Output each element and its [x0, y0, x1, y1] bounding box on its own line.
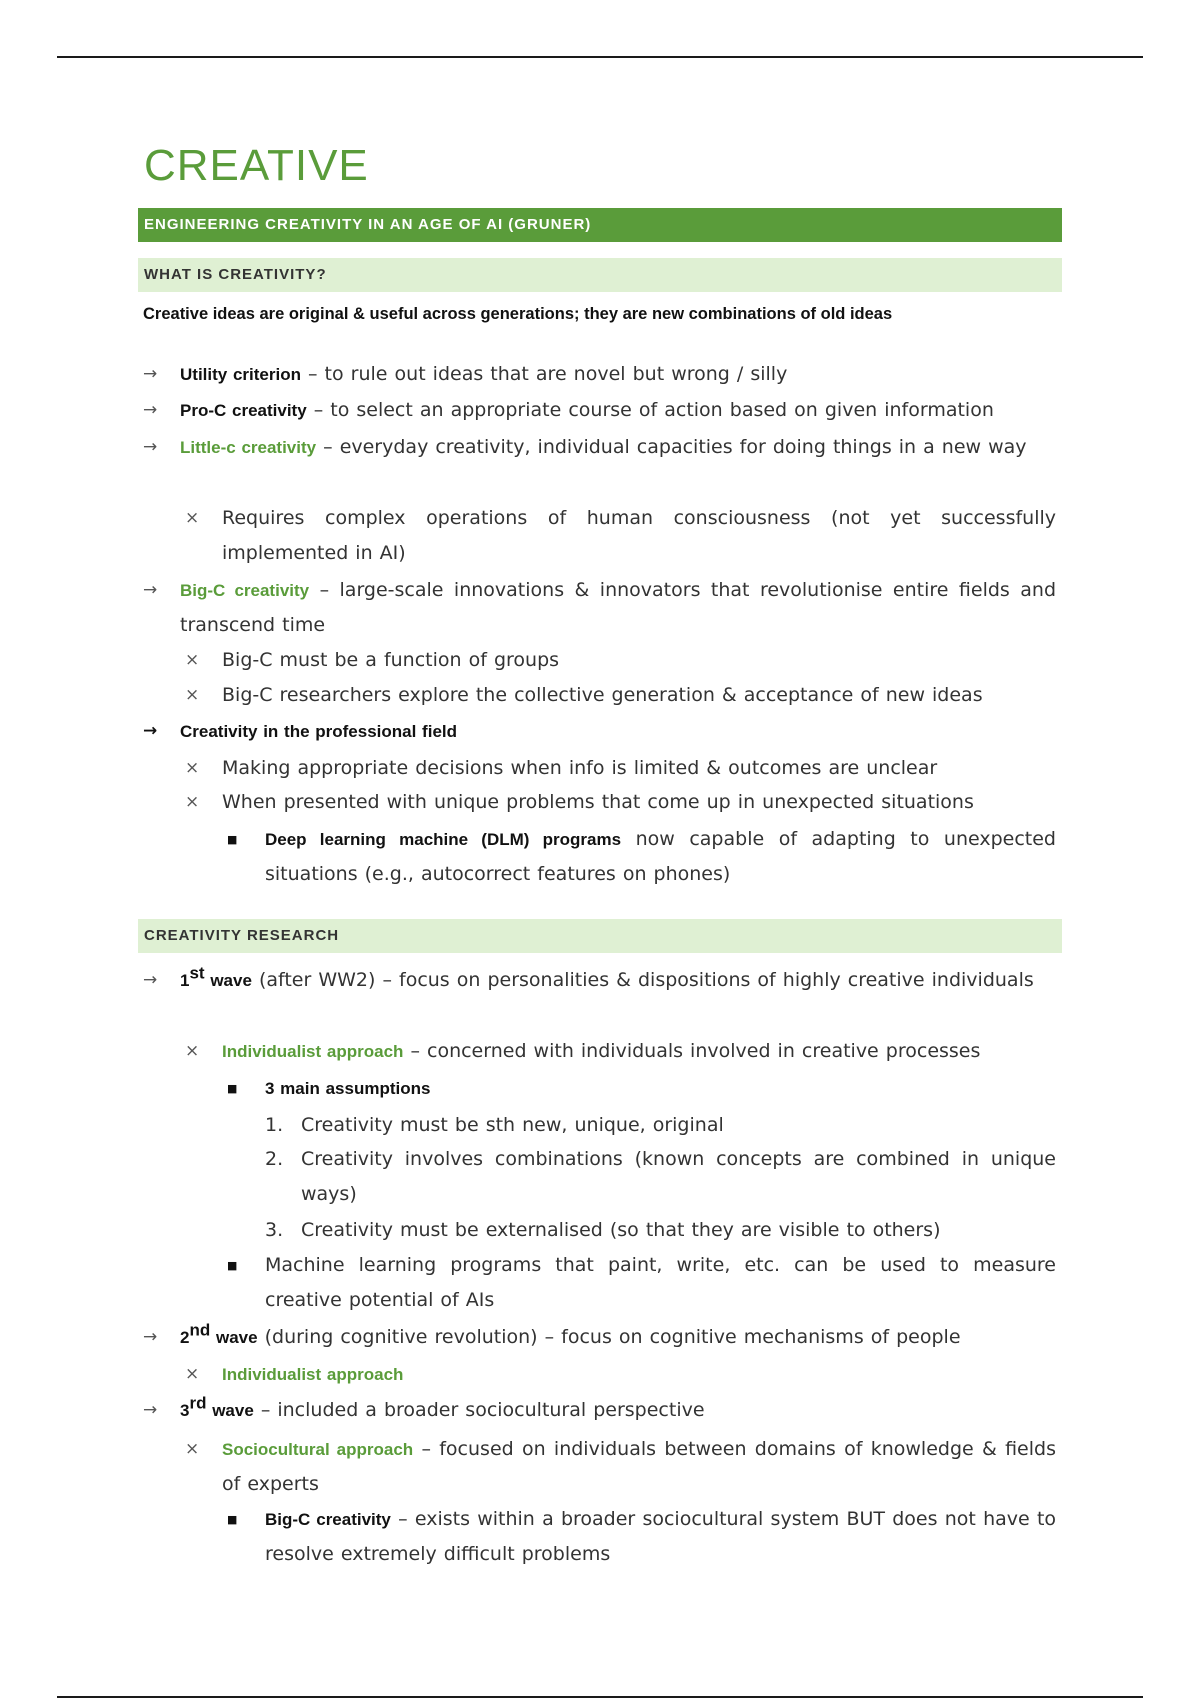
square-bullet-icon: ■	[227, 1513, 238, 1526]
list-item: → 2nd wave (during cognitive revolution) – focus on cognitive mechanisms of people	[180, 1320, 1056, 1355]
list-item: × Big-C researchers explore the collective generation & acceptance of new ideas	[222, 678, 1056, 713]
list-item: ■ Machine learning programs that paint, write, etc. can be used to measure creative potential of AIs	[265, 1248, 1056, 1318]
top-rule	[57, 56, 1143, 58]
number-marker: 1.	[265, 1114, 284, 1136]
cross-icon: ×	[185, 685, 200, 705]
arrow-icon: →	[143, 364, 158, 384]
list-item: 3. Creativity must be externalised (so that they are visible to others)	[301, 1213, 1056, 1248]
list-item: → Creativity in the professional field	[180, 714, 1056, 749]
arrow-icon: →	[143, 1327, 158, 1347]
list-item: × Making appropriate decisions when info is limited & outcomes are unclear	[222, 751, 1056, 786]
cross-icon: ×	[185, 758, 200, 778]
cross-icon: ×	[185, 792, 200, 812]
list-item: ■ Big-C creativity – exists within a broader sociocultural system BUT does not have to resolve extremely difficult problems	[265, 1502, 1056, 1572]
arrow-icon: →	[143, 580, 158, 600]
number-marker: 3.	[265, 1219, 284, 1241]
arrow-icon: →	[143, 721, 158, 741]
list-item: × Individualist approach – concerned with individuals involved in creative processes	[222, 1034, 1056, 1069]
list-item: → Little-c creativity – everyday creativity, individual capacities for doing things in a new way	[180, 430, 1056, 465]
list-item: → 3rd wave – included a broader sociocultural perspective	[180, 1393, 1056, 1428]
list-item: → 1st wave (after WW2) – focus on personalities & dispositions of highly creative individuals	[180, 963, 1056, 998]
subsection-heading-what-is-creativity: WHAT IS CREATIVITY?	[138, 258, 1062, 292]
list-item: × When presented with unique problems that come up in unexpected situations	[222, 785, 1056, 820]
cross-icon: ×	[185, 650, 200, 670]
intro-statement: Creative ideas are original & useful across generations; they are new combinations of old ideas	[143, 305, 893, 323]
arrow-icon: →	[143, 1400, 158, 1420]
list-item: ■ Deep learning machine (DLM) programs now capable of adapting to unexpected situations (e.g., autocorrect features on phones)	[265, 822, 1056, 892]
page-title: CREATIVE	[144, 141, 369, 190]
arrow-icon: →	[143, 970, 158, 990]
list-item: × Requires complex operations of human consciousness (not yet successfully implemented in AI)	[222, 501, 1056, 571]
number-marker: 2.	[265, 1148, 284, 1170]
cross-icon: ×	[185, 1364, 200, 1384]
list-item: × Sociocultural approach – focused on individuals between domains of knowledge & fields of experts	[222, 1432, 1056, 1502]
cross-icon: ×	[185, 1439, 200, 1459]
cross-icon: ×	[185, 508, 200, 528]
list-item: → Big-C creativity – large-scale innovations & innovators that revolutionise entire fields and transcend time	[180, 573, 1056, 643]
list-item: 2. Creativity involves combinations (known concepts are combined in unique ways)	[301, 1142, 1056, 1212]
square-bullet-icon: ■	[227, 833, 238, 846]
square-bullet-icon: ■	[227, 1082, 238, 1095]
cross-icon: ×	[185, 1041, 200, 1061]
list-item: 1. Creativity must be sth new, unique, original	[301, 1108, 1056, 1143]
square-bullet-icon: ■	[227, 1259, 238, 1272]
section-header: ENGINEERING CREATIVITY IN AN AGE OF AI (GRUNER)	[138, 208, 1062, 242]
list-item: × Big-C must be a function of groups	[222, 643, 1056, 678]
list-item: × Individualist approach	[222, 1357, 1056, 1392]
arrow-icon: →	[143, 400, 158, 420]
arrow-icon: →	[143, 437, 158, 457]
bottom-rule	[57, 1696, 1143, 1698]
list-item: ■ 3 main assumptions	[265, 1071, 1056, 1106]
list-item: → Pro-C creativity – to select an appropriate course of action based on given information	[180, 393, 1056, 428]
list-item: → Utility criterion – to rule out ideas that are novel but wrong / silly	[180, 357, 1056, 392]
subsection-heading-creativity-research: CREATIVITY RESEARCH	[138, 919, 1062, 953]
